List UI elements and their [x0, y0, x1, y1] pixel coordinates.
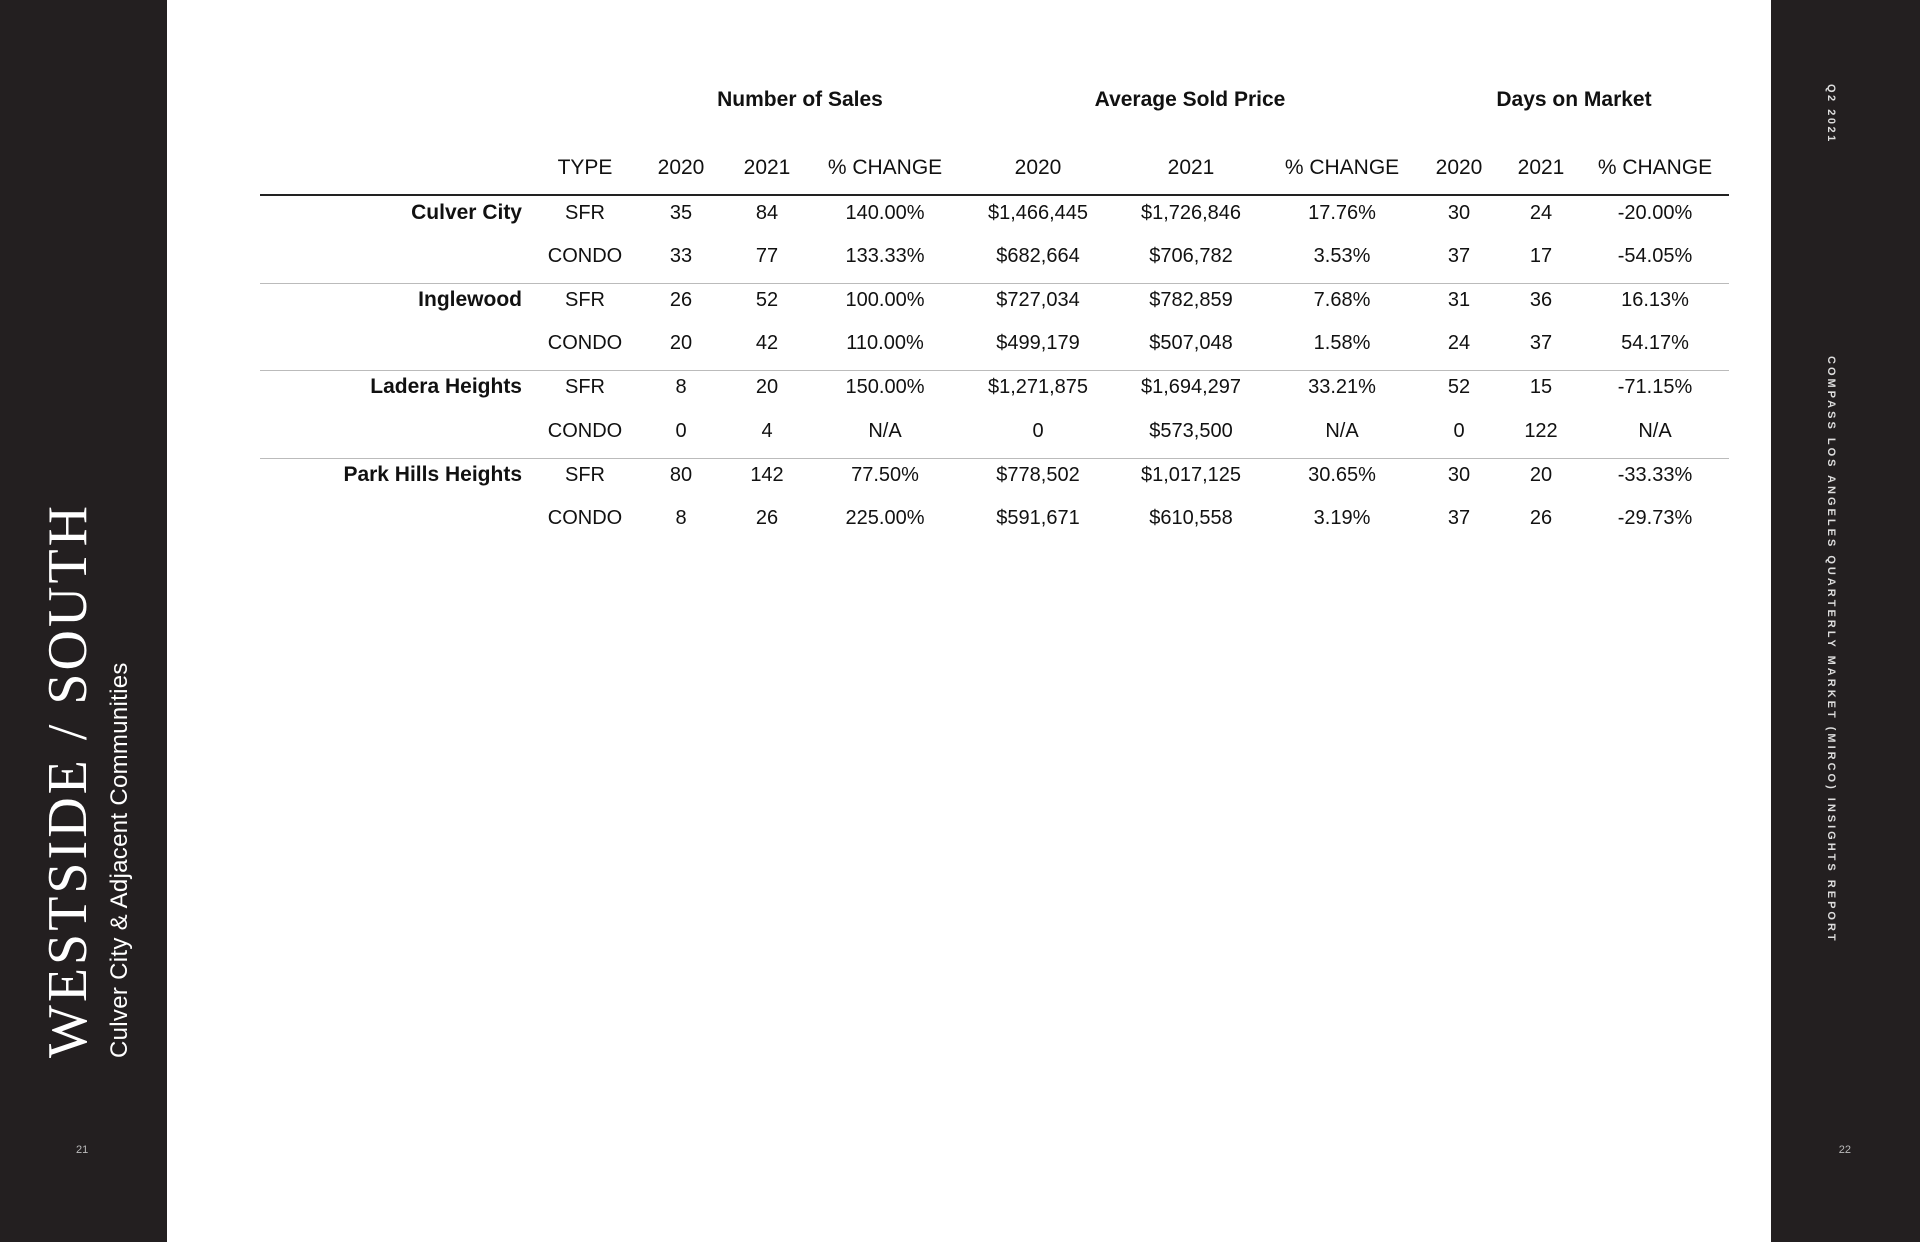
data-cell: 33.21%: [1308, 376, 1376, 398]
type-cell: SFR: [565, 202, 605, 224]
page-number-right: 22: [1838, 1144, 1851, 1156]
data-cell: 33: [669, 245, 693, 267]
data-cell: 20: [669, 332, 693, 354]
data-cell: 100.00%: [845, 289, 925, 311]
group-header-price: Average Sold Price: [1094, 88, 1286, 111]
data-cell: 8: [675, 376, 687, 398]
type-cell: SFR: [565, 464, 605, 486]
data-cell: N/A: [1638, 420, 1672, 442]
table-row: [0, 323, 1920, 363]
table-row: [0, 498, 1920, 538]
data-cell: -54.05%: [1617, 245, 1693, 267]
data-cell: $507,048: [1149, 332, 1233, 354]
data-cell: $706,782: [1149, 245, 1233, 267]
table-row: [0, 367, 1920, 407]
column-header: % CHANGE: [1597, 156, 1713, 179]
report-period: Q2 2021: [1825, 84, 1837, 144]
data-cell: 225.00%: [845, 507, 925, 529]
column-header: % CHANGE: [1284, 156, 1400, 179]
data-cell: 80: [669, 464, 693, 486]
data-cell: 16.13%: [1621, 289, 1689, 311]
data-cell: 24: [1447, 332, 1471, 354]
data-cell: $499,179: [996, 332, 1080, 354]
column-header: 2021: [1517, 156, 1565, 179]
type-cell: CONDO: [547, 420, 623, 442]
page-number-left: 21: [76, 1144, 89, 1156]
data-cell: $610,558: [1149, 507, 1233, 529]
type-cell: CONDO: [547, 332, 623, 354]
type-cell: CONDO: [547, 507, 623, 529]
table-row: [0, 455, 1920, 495]
data-cell: $1,694,297: [1140, 376, 1242, 398]
data-cell: 142: [750, 464, 784, 486]
report-title: COMPASS LOS ANGELES QUARTERLY MARKET (MIRCO) INSIGHTS REPORT: [1825, 356, 1837, 944]
data-cell: 20: [755, 376, 779, 398]
data-cell: 42: [755, 332, 779, 354]
column-header: 2020: [657, 156, 705, 179]
data-cell: 37: [1447, 245, 1471, 267]
table-row: [0, 236, 1920, 276]
column-header: 2021: [1167, 156, 1215, 179]
data-cell: 26: [755, 507, 779, 529]
data-cell: $1,466,445: [987, 202, 1089, 224]
data-cell: 26: [1529, 507, 1553, 529]
data-cell: 26: [669, 289, 693, 311]
data-cell: 133.33%: [845, 245, 925, 267]
data-cell: 52: [1447, 376, 1471, 398]
column-header: % CHANGE: [827, 156, 943, 179]
data-cell: 8: [675, 507, 687, 529]
column-header: 2021: [743, 156, 791, 179]
data-cell: $682,664: [996, 245, 1080, 267]
data-cell: -71.15%: [1617, 376, 1693, 398]
data-cell: 77.50%: [851, 464, 919, 486]
data-cell: 7.68%: [1313, 289, 1371, 311]
data-cell: $778,502: [996, 464, 1080, 486]
data-cell: 30.65%: [1308, 464, 1376, 486]
region-subtitle: Culver City & Adjacent Communities: [106, 662, 133, 1058]
data-cell: N/A: [868, 420, 902, 442]
data-cell: 36: [1529, 289, 1553, 311]
data-cell: 24: [1529, 202, 1553, 224]
data-cell: -29.73%: [1617, 507, 1693, 529]
column-header: 2020: [1014, 156, 1062, 179]
group-header-dom: Days on Market: [1496, 88, 1652, 111]
type-cell: SFR: [565, 289, 605, 311]
data-cell: 3.53%: [1313, 245, 1371, 267]
type-cell: SFR: [565, 376, 605, 398]
data-cell: 17: [1529, 245, 1553, 267]
type-cell: CONDO: [547, 245, 623, 267]
data-cell: $1,271,875: [987, 376, 1089, 398]
data-cell: 54.17%: [1621, 332, 1689, 354]
column-header: 2020: [1435, 156, 1483, 179]
data-cell: -33.33%: [1617, 464, 1693, 486]
data-cell: 31: [1447, 289, 1471, 311]
table-row: [0, 411, 1920, 451]
data-cell: 30: [1447, 464, 1471, 486]
group-header-sales: Number of Sales: [717, 88, 883, 111]
data-cell: $727,034: [996, 289, 1080, 311]
data-cell: -20.00%: [1617, 202, 1693, 224]
table-row: [0, 193, 1920, 233]
region-title-block: [37, 502, 134, 1058]
data-cell: $573,500: [1149, 420, 1233, 442]
data-cell: 37: [1529, 332, 1553, 354]
data-cell: $782,859: [1149, 289, 1233, 311]
area-name: Park Hills Heights: [343, 463, 522, 486]
area-name: Culver City: [411, 201, 522, 224]
data-cell: $1,726,846: [1140, 202, 1242, 224]
data-cell: 110.00%: [846, 332, 924, 354]
area-name: Inglewood: [418, 288, 522, 311]
data-cell: 84: [755, 202, 779, 224]
data-cell: 20: [1529, 464, 1553, 486]
data-cell: 35: [669, 202, 693, 224]
data-cell: 52: [755, 289, 779, 311]
data-cell: 140.00%: [845, 202, 925, 224]
column-header: TYPE: [557, 156, 613, 179]
data-cell: N/A: [1325, 420, 1359, 442]
table-row: [0, 280, 1920, 320]
region-title: WESTSIDE / SOUTH: [37, 502, 99, 1058]
data-cell: $1,017,125: [1140, 464, 1242, 486]
data-cell: 15: [1529, 376, 1553, 398]
data-cell: 0: [1453, 420, 1465, 442]
data-cell: 17.76%: [1308, 202, 1376, 224]
data-cell: 37: [1447, 507, 1471, 529]
data-cell: $591,671: [996, 507, 1080, 529]
data-cell: 4: [761, 420, 773, 442]
data-cell: 150.00%: [845, 376, 925, 398]
data-cell: 122: [1524, 420, 1558, 442]
data-cell: 0: [1032, 420, 1044, 442]
data-cell: 77: [755, 245, 779, 267]
area-name: Ladera Heights: [370, 375, 522, 398]
right-sidebar: [1771, 0, 1920, 1242]
data-cell: 3.19%: [1313, 507, 1371, 529]
data-cell: 30: [1447, 202, 1471, 224]
data-cell: 1.58%: [1313, 332, 1371, 354]
data-cell: 0: [675, 420, 687, 442]
